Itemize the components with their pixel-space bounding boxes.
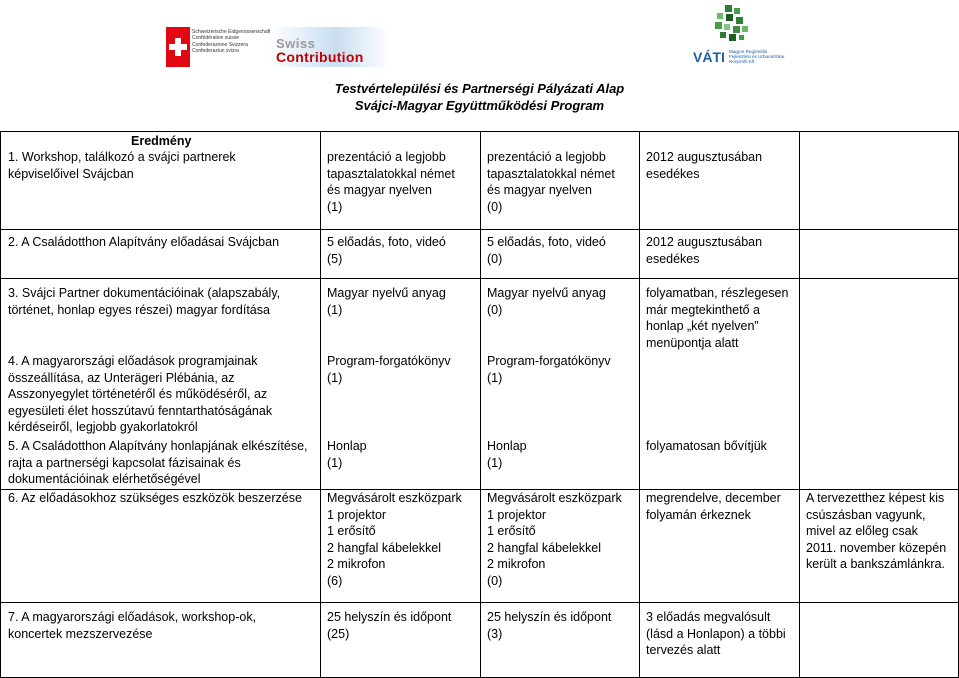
achieved-line: (3) [487,626,503,641]
task-line: rajta a partnerségi kapcsolat fázisainak és [8,455,241,470]
table-left-border [0,131,1,678]
row2-achieved [487,234,606,267]
row3-planned [327,285,446,318]
planned-line: (1) [327,302,343,317]
planned-line: és magyar nyelven [327,183,432,197]
achieved-line: (0) [487,302,503,317]
status-line: esedékes [646,166,700,181]
achieved-line: 25 helyszín és időpont [487,610,612,624]
task-line: 4. A magyarországi előadások programjainak [8,354,258,368]
planned-line: tapasztalatokkal német [327,166,455,181]
task-line: 5. A Családotthon Alapítvány honlapjának elkészítése, [8,439,308,453]
planned-line: (6) [327,573,343,588]
status-line: (lásd a Honlapon) a többi [646,626,786,641]
status-line: folyamatban, részlegesen [646,286,789,300]
achieved-line: Program-forgatókönyv [487,354,611,368]
achieved-line: Honlap [487,439,527,453]
task-line: dokumentációinak elérhetőségével [8,472,201,486]
logo-name-line: Schweizerische Eidgenossenschaft [192,29,271,35]
task-line: összeállítása, az Unterägeri Plébánia, az [8,370,235,385]
status-line: megrendelve, december [646,491,781,505]
status-line: 3 előadás megvalósult [646,610,771,624]
column-border [639,131,640,678]
row6-achieved [487,490,622,589]
status-line: folyamatosan bővítjük [646,439,767,453]
task-line: 3. Svájci Partner dokumentációinak (alapszabály, [8,286,281,300]
status-line: honlap „két nyelven” [646,319,759,333]
achieved-line: 1 projektor [487,507,547,522]
planned-line: (1) [327,455,343,470]
program-title-line: Svájci-Magyar Együttműködési Program [354,98,605,113]
planned-line: Program-forgatókönyv [327,354,451,368]
swiss-confederation-names [192,29,270,55]
achieved-line: 5 előadás, foto, videó [487,235,606,249]
status-line: tervezés alatt [646,643,721,657]
column-border [799,131,800,678]
row7-planned [327,609,451,642]
status-line: folyamán érkeznek [646,507,751,522]
row7-status [646,609,786,659]
swiss-flag-icon [166,27,190,67]
row2-status [646,234,762,267]
row2-planned [327,234,446,267]
task-line: 7. A magyarországi előadások, workshop-ok, [8,610,257,624]
planned-line: prezentáció a legjobb [327,150,446,164]
note-line: csúszásban vagyunk, [806,507,926,522]
achieved-line: (1) [487,455,503,470]
vati-logo-subtitle: Magyar Regionális Fejlesztési és Urbanisztikai Nonprofit Kft. [729,49,785,65]
planned-line: (25) [327,626,350,641]
row6-note [806,490,946,573]
vati-logo [693,4,793,66]
planned-line: Magyar nyelvű anyag [327,286,446,300]
row4-achieved [487,353,611,386]
row1-achieved [487,149,615,215]
row4-task [8,353,272,436]
achieved-line: (0) [487,199,503,214]
planned-line: 5 előadás, foto, videó [327,235,446,249]
task-line: történet, honlap egyes részei) magyar fordítása [8,302,270,317]
task-line: egyesületi élet hosszútavú fenntarthatóságának [8,403,273,418]
task-line: Asszonyegylet történetéről és működéséről, az [8,387,268,401]
task-line: koncertek mezszervezése [8,626,153,641]
row2-task [8,234,279,251]
row3-achieved [487,285,606,318]
row6-status [646,490,781,523]
row5-planned [327,438,367,471]
logo-name-line: Confédération suisse [192,35,239,42]
achieved-line: (0) [487,251,503,266]
row3-status [646,285,788,351]
planned-line: (1) [327,370,343,385]
task-line: 6. Az előadásokhoz szükséges eszközök beszerzése [8,491,302,505]
column-border [320,131,321,678]
table-header-result: Eredmény [131,134,192,148]
task-line: 2. A Családotthon Alapítvány előadásai Svájcban [8,235,280,249]
row5-task [8,438,308,488]
logo-word-swiss: Swiss [276,36,316,51]
column-border [480,131,481,678]
achieved-line: (0) [487,573,503,588]
planned-line: 2 hangfal kábelekkel [327,540,441,555]
status-line: 2012 augusztusában [646,150,763,164]
status-line: már megtekinthető a [646,302,760,317]
row5-achieved [487,438,527,471]
row3-task [8,285,280,318]
note-line: 2011. november közepén [806,540,947,555]
planned-line: Megvásárolt eszközpark [327,491,462,505]
achieved-line: 2 hangfal kábelekkel [487,540,601,555]
task-line: képviselőivel Svájcban [8,166,134,181]
status-line: menüpontja alatt [646,335,739,350]
row1-planned [327,149,455,215]
row5-status [646,438,767,455]
row1-status [646,149,762,182]
achieved-line: tapasztalatokkal német [487,166,615,181]
row6-planned [327,490,462,589]
program-title-line: Testvértelepülési és Partnerségi Pályázati Alap [334,81,625,96]
row7-achieved [487,609,611,642]
planned-line: Honlap [327,439,367,453]
achieved-line: 2 mikrofon [487,557,546,571]
logo-name-line: Confederaziun svizra [192,48,239,55]
logo-word-contribution: Contribution [276,49,364,65]
planned-line: 1 projektor [327,507,387,522]
planned-line: 1 erősítő [327,524,376,538]
planned-line: 2 mikrofon [327,557,386,571]
planned-line: 25 helyszín és időpont [327,610,452,624]
achieved-line: (1) [487,370,503,385]
row6-task [8,490,302,507]
swiss-contribution-logo [166,27,390,67]
status-line: 2012 augusztusában [646,235,763,249]
achieved-line: Megvásárolt eszközpark [487,491,622,505]
task-line: kérdéseiről, legjobb gyakorlatokról [8,420,198,434]
status-line: esedékes [646,251,700,266]
logo-name-line: Confederazione Svizzera [192,41,248,48]
achieved-line: prezentáció a legjobb [487,150,606,164]
row1-task [8,149,236,182]
planned-line: (5) [327,251,343,266]
program-title [0,80,959,114]
vati-logo-word: VÁTI [693,49,725,65]
achieved-line: 1 erősítő [487,524,536,538]
note-line: A tervezetthez képest kis [806,491,945,505]
achieved-line: Magyar nyelvű anyag [487,286,606,300]
vati-mark-icon [711,4,751,44]
planned-line: (1) [327,199,343,214]
row4-planned [327,353,451,386]
note-line: mivel az előleg csak [806,524,918,538]
task-line: 1. Workshop, találkozó a svájci partnerek [8,150,236,164]
row7-task [8,609,256,642]
note-line: került a bankszámlánkra. [806,557,945,571]
achieved-line: és magyar nyelven [487,183,592,197]
